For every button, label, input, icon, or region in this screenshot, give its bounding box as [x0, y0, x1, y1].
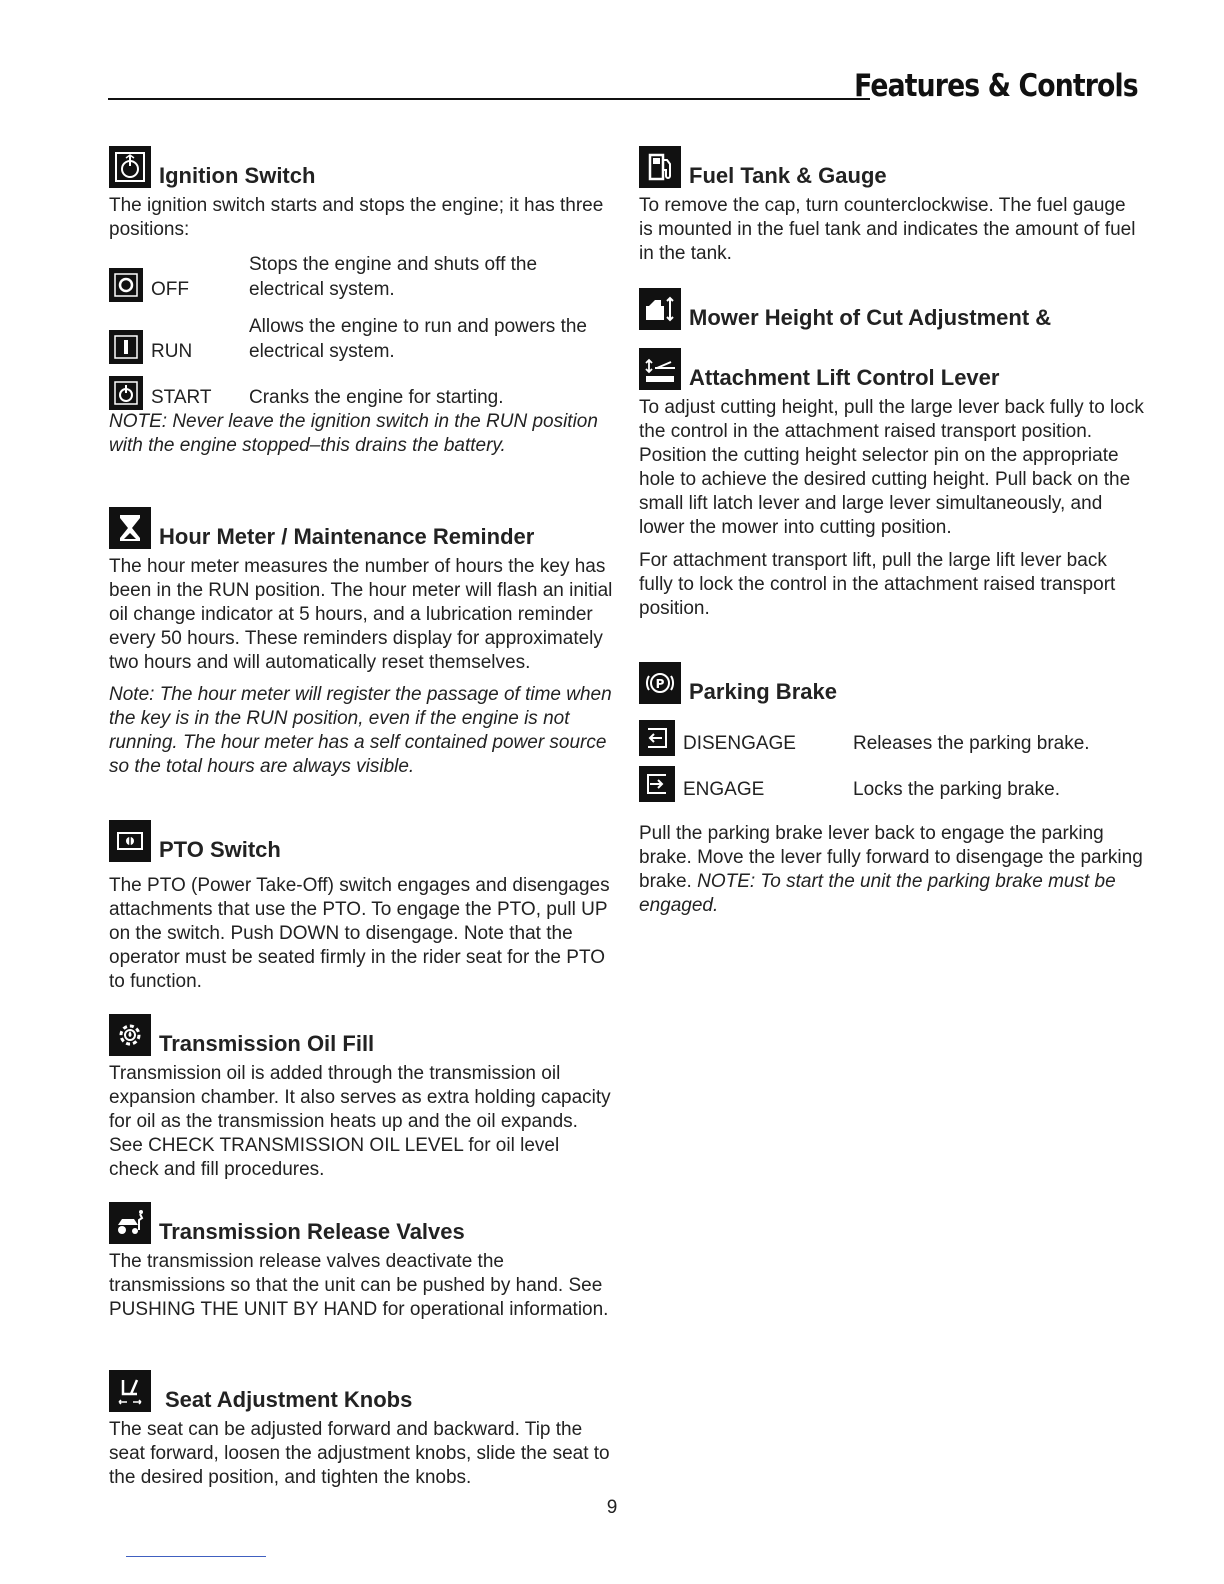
ignition-position-off [109, 252, 614, 302]
engage-label: ENGAGE [683, 779, 765, 800]
section-ignition [109, 146, 614, 458]
seat-body: The seat can be adjusted forward and backward. Tip the seat forward, loosen the adjustment knobs, slide the seat to the desired position, and tighten the knobs. [109, 1419, 610, 1488]
start-icon [109, 376, 143, 410]
fuel-body: To remove the cap, turn counterclockwise. The fuel gauge is mounted in the fuel tank and indicates the amount of fuel in the tank. [639, 195, 1136, 264]
fuel-pump-icon [639, 146, 681, 188]
pto-body: The PTO (Power Take-Off) switch engages and disengages attachments that use the PTO. To engage the PTO, pull UP on the switch. Push DOWN to disengage. Note that the operator must be seated firmly in the rider seat for the PTO to function. [109, 875, 610, 992]
section-hour-meter [109, 507, 614, 779]
svg-text:P: P [655, 677, 665, 691]
page-header-title: Features & Controls [854, 68, 1138, 104]
section-seat [109, 1370, 614, 1490]
fuel-title: Fuel Tank & Gauge [689, 163, 887, 188]
ignition-key-icon [109, 146, 151, 188]
ignition-position-start [109, 376, 614, 410]
transmission-oil-title: Transmission Oil Fill [159, 1031, 375, 1056]
ignition-body: The ignition switch starts and stops the engine; it has three positions: [109, 195, 604, 240]
attachment-lift-title: Attachment Lift Control Lever [689, 365, 1000, 390]
parking-note: NOTE: To start the unit the parking brake must be engaged. [639, 871, 1116, 916]
seat-icon [109, 1370, 151, 1412]
hour-meter-note: Note: The hour meter will register the passage of time when the key is in the RUN position, even if the engine is not running. The hour meter has a self contained power source so the total hours are always visible. [109, 684, 612, 777]
footer-rule [126, 1556, 266, 1557]
page-number: 9 [606, 1497, 618, 1518]
start-desc: Cranks the engine for starting. [249, 387, 504, 408]
hour-meter-title: Hour Meter / Maintenance Reminder [159, 524, 535, 549]
run-label: RUN [151, 341, 193, 362]
transmission-release-title: Transmission Release Valves [159, 1219, 465, 1244]
push-tractor-icon [109, 1202, 151, 1244]
mower-body-2: For attachment transport lift, pull the large lift lever back fully to lock the control in the attachment raised transport position. [639, 550, 1116, 619]
parking-body-text: Pull the parking brake lever back to engage the parking brake. Move the lever fully forward to disengage the parking brake. [639, 823, 1143, 892]
parking-body [639, 822, 1144, 918]
hourglass-icon [109, 507, 151, 549]
parking-position-engage [639, 766, 1144, 802]
run-icon [109, 330, 143, 364]
section-transmission-release [109, 1202, 614, 1322]
ignition-position-run [109, 314, 614, 364]
parking-position-disengage [639, 720, 1144, 756]
mower-body-1: To adjust cutting height, pull the large lever back fully to lock the control in the attachment raised transport position. Position the cutting height selector pin on the appropriate hole to achieve the desired cutting height. Pull back on the small lift latch lever and large lever simultaneously, and lower the mower into cutting position. [639, 397, 1144, 538]
ignition-note: NOTE: Never leave the ignition switch in the RUN position with the engine stopped–this drains the battery. [109, 411, 598, 456]
disengage-desc: Releases the parking brake. [853, 733, 1090, 754]
engage-desc: Locks the parking brake. [853, 779, 1061, 800]
start-label: START [151, 387, 212, 408]
section-pto [109, 820, 614, 994]
parking-brake-title: Parking Brake [689, 679, 837, 704]
pto-icon [109, 820, 151, 862]
off-label: OFF [151, 279, 189, 300]
section-transmission-oil [109, 1014, 614, 1182]
off-icon [109, 268, 143, 302]
mower-height-icon [639, 288, 681, 330]
header-rule [108, 98, 870, 100]
disengage-label: DISENGAGE [683, 733, 796, 754]
ignition-title: Ignition Switch [159, 163, 316, 188]
pto-title: PTO Switch [159, 837, 281, 862]
transmission-release-body: The transmission release valves deactivate the transmissions so that the unit can be pushed by hand. See PUSHING THE UNIT BY HAND for operational information. [109, 1251, 609, 1320]
section-mower-height [639, 288, 1144, 621]
off-desc: Stops the engine and shuts off the electrical system. [249, 254, 538, 300]
disengage-icon [639, 720, 675, 756]
transmission-oil-body: Transmission oil is added through the transmission oil expansion chamber. It also serves as extra holding capacity for oil as the transmission heats up and the oil expands. See CHECK TRANSMISSION OIL LEVEL for oil level check and fill procedures. [109, 1063, 611, 1180]
engage-icon [639, 766, 675, 802]
parking-brake-icon [639, 662, 681, 704]
section-parking-brake [639, 662, 1144, 918]
mower-height-title: Mower Height of Cut Adjustment & [689, 305, 1052, 330]
section-fuel [639, 146, 1144, 266]
gear-oil-icon [109, 1014, 151, 1056]
hour-meter-body: The hour meter measures the number of hours the key has been in the RUN position. The hour meter will flash an initial oil change indicator at 5 hours, and a lubrication reminder every 50 hours. These reminders display for approximately two hours and will automatically reset themselves. [109, 556, 613, 673]
attachment-lift-icon [639, 348, 681, 390]
seat-title: Seat Adjustment Knobs [165, 1387, 413, 1412]
run-desc: Allows the engine to run and powers the electrical system. [249, 316, 587, 362]
